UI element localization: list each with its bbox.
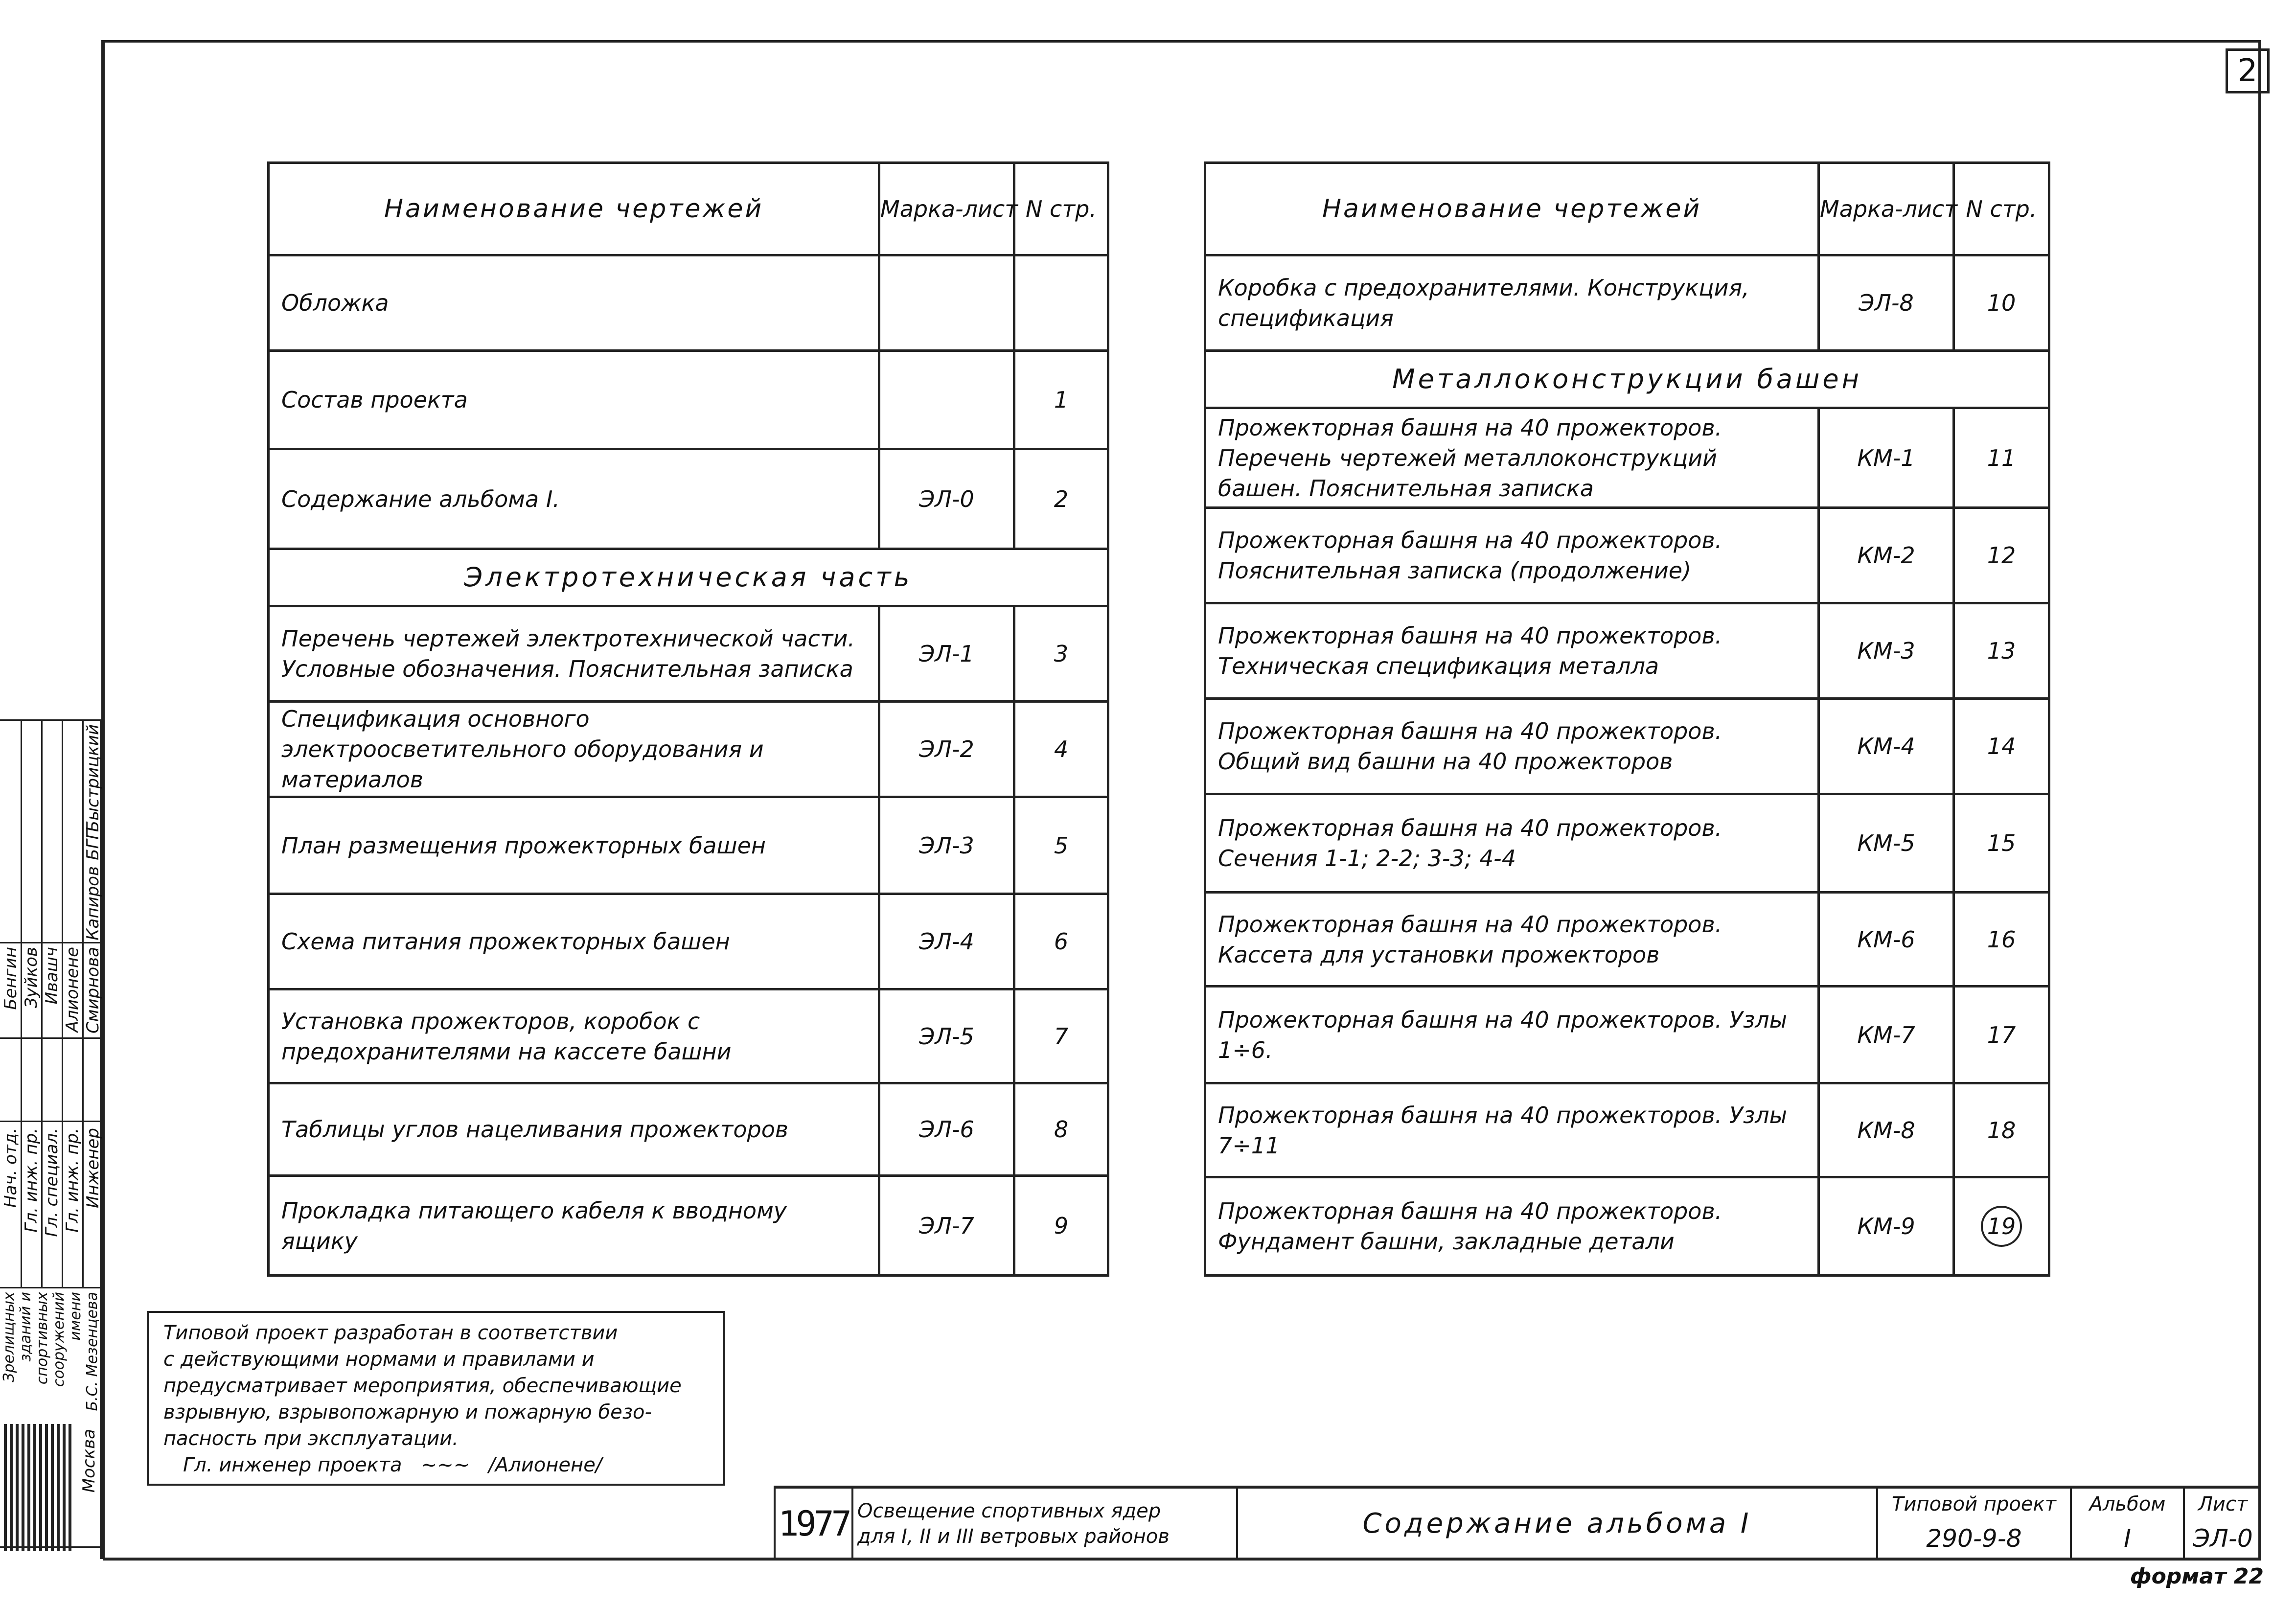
table-row — [1205, 1177, 2049, 1276]
cell-mark: КМ-6 — [1819, 893, 1954, 987]
table-row — [269, 894, 1108, 989]
album-label: Альбом — [2089, 1493, 2166, 1515]
note-line: взрывную, взрывопожарную и пожарную безо- — [163, 1401, 652, 1423]
cell-page: 18 — [1954, 1083, 2049, 1177]
cell-name: Прожекторная башня на 40 прожекторов. Сечения 1-1; 2-2; 3-3; 4-4 — [1205, 794, 1819, 893]
stamp-organization: Зрелищных — [0, 1292, 18, 1382]
stamp-role: Инженер — [83, 1128, 103, 1208]
table-row — [1205, 508, 2049, 603]
cell-mark: ЭЛ-5 — [879, 989, 1014, 1083]
table-row — [1205, 1083, 2049, 1177]
cell-mark: КМ-1 — [1819, 408, 1954, 508]
title-block — [774, 1486, 2261, 1559]
approval-stamp — [0, 719, 103, 1559]
table-row — [269, 1083, 1108, 1176]
frame-border-right — [2258, 40, 2261, 1559]
note-line: пасность при эксплуатации. — [163, 1427, 459, 1450]
typical-project-value: 290-9-8 — [1926, 1524, 2022, 1553]
column-header-name: Наименование чертежей — [1205, 163, 1819, 255]
frame-border-top — [103, 40, 2261, 43]
cell-mark: ЭЛ-7 — [879, 1176, 1014, 1276]
stamp-name: Ивашч — [42, 947, 62, 1005]
table-header-row — [1205, 163, 2049, 255]
note-line: предусматривает мероприятия, обеспечивающие — [163, 1375, 682, 1397]
stamp-organization: спортивных — [34, 1292, 51, 1385]
table-row — [1205, 893, 2049, 987]
sheet-label: Лист — [2198, 1493, 2248, 1515]
stamp-role: Нач. отд. — [1, 1128, 21, 1208]
stamp-divider — [0, 719, 103, 721]
contents-table-right — [1204, 161, 2050, 1277]
note-signature — [163, 1452, 709, 1478]
table-row — [269, 351, 1108, 449]
cell-mark: КМ-7 — [1819, 987, 1954, 1083]
sheet-value: ЭЛ-0 — [2193, 1524, 2253, 1553]
cell-mark — [879, 255, 1014, 351]
signature-mark: ~~~ — [420, 1454, 470, 1476]
cell-page: 6 — [1014, 894, 1108, 989]
circled-page-number: 19 — [1981, 1206, 2022, 1247]
cell-mark: ЭЛ-3 — [879, 797, 1014, 894]
table-row — [269, 449, 1108, 549]
cell-page: 5 — [1014, 797, 1108, 894]
cell-mark: КМ-8 — [1819, 1083, 1954, 1177]
cell-page: 8 — [1014, 1083, 1108, 1176]
column-header-page: N стр. — [1014, 163, 1108, 255]
organization-logo — [4, 1424, 72, 1551]
stamp-organization: имени — [67, 1292, 84, 1341]
table-row — [1205, 699, 2049, 794]
stamp-city: Москва — [79, 1429, 99, 1493]
typical-project-cell — [1876, 1489, 2070, 1559]
table-row — [269, 797, 1108, 894]
cell-name: Прожекторная башня на 40 прожекторов. Узлы 7÷11 — [1205, 1083, 1819, 1177]
stamp-organization: Б.С. Мезенцева — [84, 1292, 101, 1411]
sheet-number: 2 — [2226, 48, 2270, 93]
cell-page: 13 — [1954, 603, 2049, 699]
column-header-page: N стр. — [1954, 163, 2049, 255]
stamp-name: Зуйков — [22, 947, 41, 1009]
stamp-divider — [0, 1287, 103, 1288]
cell-page — [1954, 1177, 2049, 1276]
stamp-name: Бенгин — [1, 947, 21, 1010]
cell-name: Прожекторная башня на 40 прожекторов. Общий вид башни на 40 прожекторов — [1205, 699, 1819, 794]
section-row — [1205, 351, 2049, 408]
section-row — [269, 549, 1108, 606]
table-row — [269, 702, 1108, 797]
column-header-mark: Марка-лист — [879, 163, 1014, 255]
cell-page: 17 — [1954, 987, 2049, 1083]
table-header-row — [269, 163, 1108, 255]
cell-name: Коробка с предохранителями. Конструкция, спецификация — [1205, 255, 1819, 351]
album-value: I — [2124, 1524, 2131, 1553]
column-header-mark: Марка-лист — [1819, 163, 1954, 255]
table-row — [1205, 603, 2049, 699]
cell-page: 2 — [1014, 449, 1108, 549]
cell-name: Содержание альбома I. — [269, 449, 879, 549]
table-row — [269, 606, 1108, 702]
stamp-note: Быстрицкий — [83, 724, 103, 832]
stamp-role: Гл. инж. пр. — [63, 1128, 82, 1233]
cell-page: 4 — [1014, 702, 1108, 797]
cell-name: Обложка — [269, 255, 879, 351]
stamp-note: Капиров — [83, 866, 103, 941]
table-row — [1205, 408, 2049, 508]
cell-mark: ЭЛ-0 — [879, 449, 1014, 549]
table-row — [1205, 987, 2049, 1083]
stamp-divider — [0, 1546, 103, 1548]
cell-name: План размещения прожекторных башен — [269, 797, 879, 894]
cell-mark: ЭЛ-1 — [879, 606, 1014, 702]
cell-name: Спецификация основного электроосветительного оборудования и материалов — [269, 702, 879, 797]
cell-mark: КМ-3 — [1819, 603, 1954, 699]
cell-page: 10 — [1954, 255, 2049, 351]
table-row — [1205, 255, 2049, 351]
cell-page: 16 — [1954, 893, 2049, 987]
column-header-name: Наименование чертежей — [269, 163, 879, 255]
note-line: с действующими нормами и правилами и — [163, 1348, 595, 1371]
cell-page: 12 — [1954, 508, 2049, 603]
cell-page: 1 — [1014, 351, 1108, 449]
contents-table-left — [267, 161, 1109, 1277]
table-row — [269, 1176, 1108, 1276]
cell-mark: ЭЛ-8 — [1819, 255, 1954, 351]
cell-name: Прожекторная башня на 40 прожекторов. Пояснительная записка (продолжение) — [1205, 508, 1819, 603]
cell-name: Прожекторная башня на 40 прожекторов. Перечень чертежей металлоконструкций башен. Пояснительная записка — [1205, 408, 1819, 508]
cell-mark: КМ-5 — [1819, 794, 1954, 893]
sheet-cell — [2183, 1489, 2261, 1559]
cell-page: 3 — [1014, 606, 1108, 702]
section-title: Электротехническая часть — [269, 549, 1108, 606]
stamp-divider — [0, 1121, 103, 1122]
cell-name: Прокладка питающего кабеля к вводному ящику — [269, 1176, 879, 1276]
table-row — [269, 255, 1108, 351]
cell-mark: ЭЛ-4 — [879, 894, 1014, 989]
cell-name: Перечень чертежей электротехнической части. Условные обозначения. Пояснительная записка — [269, 606, 879, 702]
signer-name: /Алионене/ — [488, 1454, 602, 1476]
stamp-name: Алионене — [63, 947, 82, 1033]
cell-mark — [879, 351, 1014, 449]
year-logo: 1977 — [774, 1489, 851, 1559]
stamp-organization: зданий и — [17, 1292, 34, 1362]
table-row — [1205, 794, 2049, 893]
stamp-role: Гл. специал. — [42, 1128, 62, 1237]
stamp-divider — [0, 1037, 103, 1039]
cell-name: Прожекторная башня на 40 прожекторов. Узлы 1÷6. — [1205, 987, 1819, 1083]
cell-mark: КМ-9 — [1819, 1177, 1954, 1276]
cell-name: Прожекторная башня на 40 прожекторов. Кассета для установки прожекторов — [1205, 893, 1819, 987]
cell-name: Состав проекта — [269, 351, 879, 449]
stamp-name: Смирнова — [83, 947, 103, 1033]
project-title-line: для I, II и III ветровых районов — [857, 1525, 1170, 1548]
album-cell — [2070, 1489, 2183, 1559]
cell-mark: КМ-4 — [1819, 699, 1954, 794]
project-title-line: Освещение спортивных ядер — [857, 1500, 1161, 1522]
cell-mark: КМ-2 — [1819, 508, 1954, 603]
cell-name: Установка прожекторов, коробок с предохранителями на кассете башни — [269, 989, 879, 1083]
section-title: Металлоконструкции башен — [1205, 351, 2049, 408]
cell-name: Схема питания прожекторных башен — [269, 894, 879, 989]
cell-page: 15 — [1954, 794, 2049, 893]
sheet-title: Содержание альбома I — [1236, 1489, 1876, 1559]
cell-page: 9 — [1014, 1176, 1108, 1276]
stamp-note: БГП — [83, 827, 103, 860]
stamp-role: Гл. инж. пр. — [22, 1128, 41, 1233]
typical-project-label: Типовой проект — [1892, 1493, 2056, 1515]
cell-mark: ЭЛ-6 — [879, 1083, 1014, 1176]
cell-page — [1014, 255, 1108, 351]
cell-page: 7 — [1014, 989, 1108, 1083]
general-note — [147, 1311, 725, 1486]
cell-name: Прожекторная башня на 40 прожекторов. Фундамент башни, закладные детали — [1205, 1177, 1819, 1276]
project-title — [851, 1489, 1236, 1559]
format-label: формат 22 — [2130, 1564, 2264, 1589]
stamp-divider — [0, 942, 103, 943]
signature-label: Гл. инженер проекта — [183, 1454, 402, 1476]
note-line: Типовой проект разработан в соответствии — [163, 1322, 618, 1344]
table-row — [269, 989, 1108, 1083]
cell-name: Таблицы углов нацеливания прожекторов — [269, 1083, 879, 1176]
stamp-organization: сооружений — [50, 1292, 68, 1387]
cell-name: Прожекторная башня на 40 прожекторов. Техническая спецификация металла — [1205, 603, 1819, 699]
cell-mark: ЭЛ-2 — [879, 702, 1014, 797]
cell-page: 11 — [1954, 408, 2049, 508]
cell-page: 14 — [1954, 699, 2049, 794]
